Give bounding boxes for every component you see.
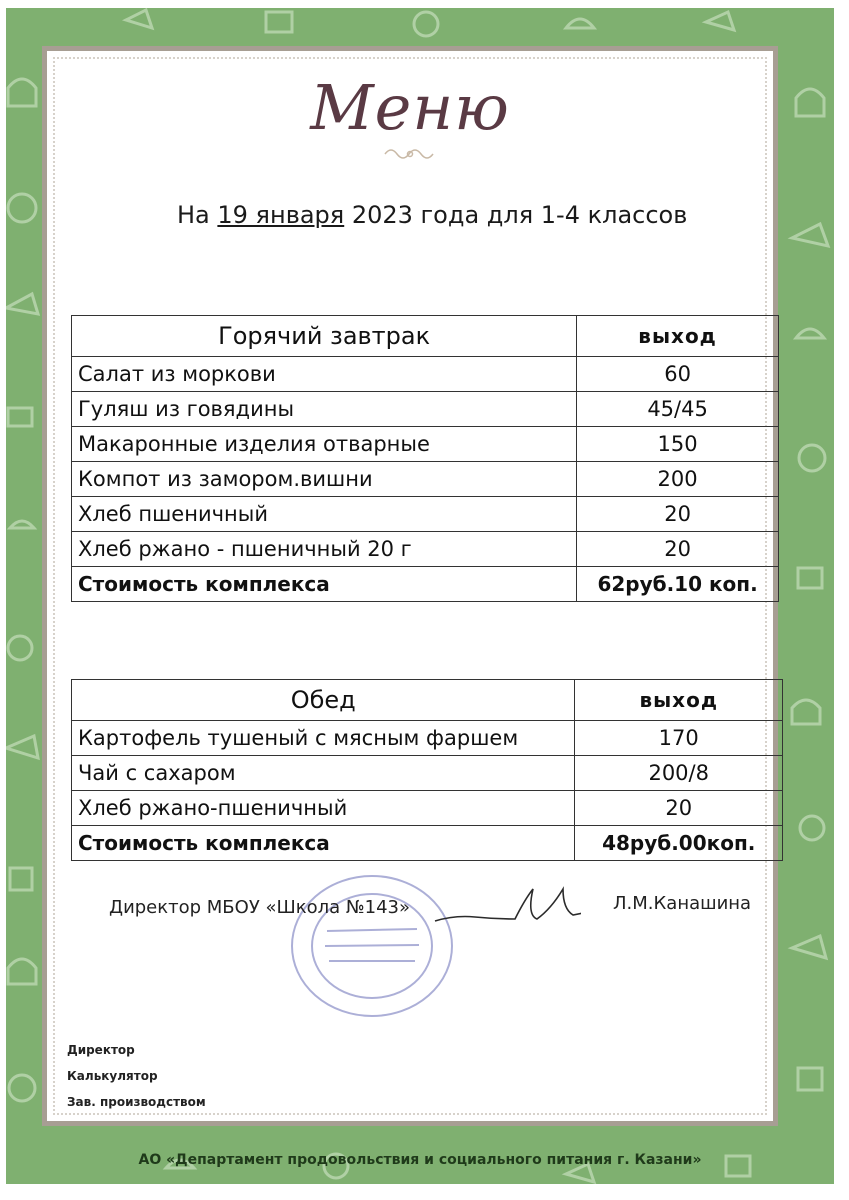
breakfast-table (71, 315, 779, 602)
lunch-table (71, 679, 783, 861)
dish-name: Чай с сахаром (72, 756, 575, 791)
total-price: 62руб.10 коп. (577, 567, 779, 602)
date-suffix: 2023 года для 1-4 классов (344, 201, 688, 229)
total-label: Стоимость комплекса (72, 826, 575, 861)
dish-name: Хлеб ржано-пшеничный (72, 791, 575, 826)
cupcake-icon (796, 89, 824, 116)
date-prefix: На (177, 201, 218, 229)
apple-icon (8, 636, 32, 660)
dish-yield: 60 (577, 357, 779, 392)
apple-icon (414, 12, 438, 36)
page-title: Меню (310, 71, 510, 144)
dish-yield: 170 (575, 721, 783, 756)
box-icon (10, 868, 32, 890)
dish-yield: 200 (577, 462, 779, 497)
signature-icon (431, 885, 581, 935)
lunch-header: Обед (72, 680, 575, 721)
dish-name: Компот из замором.вишни (72, 462, 577, 497)
dish-name: Салат из моркови (72, 357, 577, 392)
cupcake-icon (8, 79, 36, 106)
table-row (72, 756, 783, 791)
dish-yield: 45/45 (577, 392, 779, 427)
table-row (72, 721, 783, 756)
yield-header: выход (575, 680, 783, 721)
dish-yield: 150 (577, 427, 779, 462)
dish-name: Хлеб ржано - пшеничный 20 г (72, 532, 577, 567)
table-row (72, 497, 779, 532)
table-row (72, 427, 779, 462)
dish-yield: 200/8 (575, 756, 783, 791)
date-day: 19 января (217, 201, 345, 229)
bread-icon (8, 408, 32, 426)
cake-slice-icon (126, 10, 152, 28)
director-name: Л.М.Канашина (613, 893, 752, 914)
staff-calculator: Калькулятор (67, 1069, 158, 1083)
breakfast-header: Горячий завтрак (72, 316, 577, 357)
bowl-icon (566, 19, 594, 28)
cupcake-icon (792, 700, 820, 724)
menu-sheet (6, 8, 834, 1184)
table-header-row (72, 680, 783, 721)
bread-icon (266, 12, 292, 32)
tomato-icon (8, 194, 36, 222)
cake-slice-icon (792, 224, 828, 246)
dish-yield: 20 (577, 532, 779, 567)
table-row (72, 791, 783, 826)
bread-icon (798, 568, 822, 588)
apple-icon (800, 816, 824, 840)
table-header-row (72, 316, 779, 357)
tomato-icon (9, 1075, 35, 1101)
menu-frame (42, 46, 778, 1126)
staff-production-head: Зав. производством (67, 1095, 206, 1109)
table-row (72, 392, 779, 427)
footer-organization: АО «Департамент продовольствия и социального питания г. Казани» (138, 1152, 702, 1168)
cake-slice-icon (6, 294, 38, 314)
dish-yield: 20 (577, 497, 779, 532)
total-price: 48руб.00коп. (575, 826, 783, 861)
cake-slice-icon (706, 12, 734, 30)
cake-slice-icon (6, 736, 38, 758)
dish-name: Гуляш из говядины (72, 392, 577, 427)
cupcake-icon (8, 959, 36, 984)
yield-header: выход (577, 316, 779, 357)
menu-date-line (177, 201, 687, 229)
table-row (72, 462, 779, 497)
tomato-icon (799, 445, 825, 471)
dish-name: Макаронные изделия отварные (72, 427, 577, 462)
menu-card (47, 51, 773, 1121)
total-label: Стоимость комплекса (72, 567, 577, 602)
table-row (72, 357, 779, 392)
dish-yield: 20 (575, 791, 783, 826)
dish-name: Картофель тушеный с мясным фаршем (72, 721, 575, 756)
director-position: Директор МБОУ «Школа №143» (109, 897, 411, 918)
cake-slice-icon (792, 936, 826, 958)
flourish-ornament-icon (383, 145, 437, 163)
box-icon (798, 1068, 822, 1090)
table-row (72, 532, 779, 567)
staff-director: Директор (67, 1043, 135, 1057)
total-row (72, 567, 779, 602)
bowl-icon (796, 329, 824, 338)
dish-name: Хлеб пшеничный (72, 497, 577, 532)
bowl-icon (10, 521, 34, 528)
total-row (72, 826, 783, 861)
